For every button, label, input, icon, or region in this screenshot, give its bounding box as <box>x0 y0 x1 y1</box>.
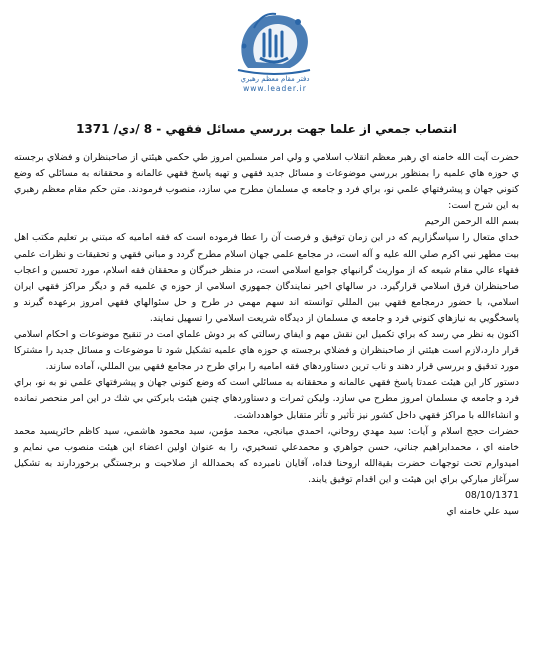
logo-caption: دفتر مقام معظم رهبري <box>240 75 310 83</box>
logo-url: www.leader.ir <box>243 84 307 93</box>
signature: سيد علي خامنه اي <box>446 506 519 518</box>
document-title: انتصاب جمعي از علما جهت بررسي مسائل فقهي - 8 /دي/ 1371 <box>76 122 457 136</box>
paragraph-intro: حضرت آيت الله خامنه اي رهبر معظم انقلاب اسلامي و ولي امر مسلمين امروز طي حكمي هيئتي از صاحبنظران و فضلاي برجسته ي حوزه هاي علميه را بمنظور بررسي موضوعات و مسائل جديد فقهي و تهيه پاسخ فقهي عالمانه و محققانه به مسائلي كه وضع كنوني جهان و پيشرفتهاي علمي نو، براي فرد و جامعه ي مسلمان مطرح مي سازد، منصوب فرمودند. متن حكم مقام معظم رهبري به اين شرح است: <box>14 152 519 212</box>
paragraph-main: خداي متعال را سپاسگزاريم كه در اين زمان توفيق و فرصت آن را عطا فرموده است كه فقه اماميه كه مبتني بر تعليم مكتب اهل بيت مطهر نبي اكرم صلي الله عليه و آله است، در مجامع علمي جهان اسلام مطرح گردد و مباني فقهي و تحقيقات و نظرات علمي فقهاء عالي مقام شيعه كه از مواريث گرانبهاي جوامع اسلامي است، در منظر خبرگان و محققان فقه اسلام، مورد تحسين و اعجاب صاحبنظران فرق اسلامي قرارگيرد. در سالهاي اخير نمايندگان جمهوري اسلامي از حوزه ي علميه قم و ديگر مراكز فقهي ايران اسلامي، با حضور درمجامع فقهي بين المللي توانسته اند سهم مهمي در طرح و حل سئوالهاي فقهي امروز برعهده گيرند و پاسخگويي به نيازهاي كنوني فرد و جامعه ي مسلمان از ديدگاه شريعت اسلامي را تسهيل نمايند. <box>14 232 519 324</box>
document-body <box>14 150 519 520</box>
paragraph-members: حضرات حجج اسلام و آيات: سيد مهدي روحاني، احمدي ميانجي، محمد مؤمن، سيد محمود هاشمي، سيد كاظم حائريسيد محمد خامنه اي ، محمدابراهيم جناتي، حسن جواهري و محمدعلي تسخيري، را به عنوان اولين اعضاء اين هيئت منصوب مي نمايم و اميدوارم تحت توجهات حضرت بقيةالله اروحنا فداه، آقايان نامبرده كه بحمدالله از صلاحيت و برجستگي برخوردارند به تشكيل سرآغاز مباركي براي اين هيئت و اين اقدام توفيق يابند. <box>14 425 519 485</box>
paragraph-agenda: دستور كار اين هيئت عمدتا پاسخ فقهي عالمانه و محققانه به مسائلي است كه وضع كنوني جهان و پيشرفتهاي علمي نو به نو، براي فرد و جامعه ي مسلمان امروز مطرح مي سازد. وليكن ثمرات و دستاوردهاي چنين هيئت بابركتي بي شك در اين امر منحصر نمانده و انشاءالله با مراكز فقهي داخل كشور نيز تأثير و تأثر متقابل خواهدداشت. <box>14 377 519 421</box>
paragraph-necessity: اكنون به نظر مي رسد كه براي تكميل اين نقش مهم و ايفاي رسالتي كه بر دوش علماي امت در تنقيح موضوعات و احكام اسلامي قرار دارد،لازم است هيئتي از صاحبنظران و فضلاي برجسته ي حوزه هاي علميه تشكيل شود تا موضوعات و مسائل جديد را مشتركا مورد تدقيق و بررسي قرار دهند و ناب ترين دستاوردهاي فقه اماميه را براي طرح در مجامع فقهي بين المللي، آماده سازند. <box>14 329 519 373</box>
logo-emblem-icon <box>218 6 330 76</box>
document-date: 08/10/1371 <box>464 489 519 501</box>
paragraph-basmala: بسم الله الرحمن الرحيم <box>424 216 519 228</box>
